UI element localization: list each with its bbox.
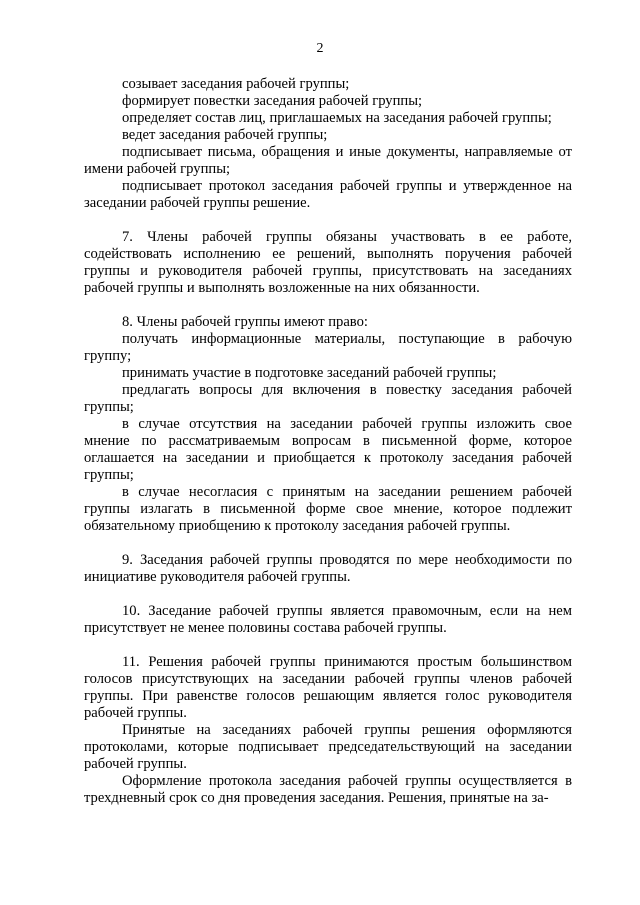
paragraph: предлагать вопросы для включения в повестку заседания рабочей группы; [84, 382, 572, 415]
paragraph: в случае несогласия с принятым на заседании решением рабочей группы излагать в письменной форме свое мнение, которое подлежит обязательному приобщению к протоколу заседания рабочей группы. [84, 484, 572, 534]
paragraph: созывает заседания рабочей группы; [122, 76, 350, 92]
paragraph: подписывает протокол заседания рабочей группы и утвержденное на заседании рабочей группы решение. [84, 178, 572, 211]
paragraph: в случае отсутствия на заседании рабочей группы изложить свое мнение по рассматриваемым вопросам в письменной форме, которое оглашается на заседании и приобщается к протоколу заседания рабочей группы; [84, 416, 572, 483]
paragraph: 9. Заседания рабочей группы проводятся по мере необходимости по инициативе руководителя рабочей группы. [84, 552, 572, 585]
document-body [84, 76, 572, 807]
paragraph: получать информационные материалы, поступающие в рабочую группу; [84, 331, 572, 364]
paragraph: 8. Члены рабочей группы имеют право: [122, 314, 368, 330]
paragraph: 11. Решения рабочей группы принимаются простым большинством голосов присутствующих на заседании рабочей группы членов рабочей группы. При равенстве голосов решающим является голос руководителя рабочей группы. [84, 654, 572, 721]
paragraph: подписывает письма, обращения и иные документы, направляемые от имени рабочей группы; [84, 144, 572, 177]
paragraph: Принятые на заседаниях рабочей группы решения оформляются протоколами, которые подписывает председательствующий на заседании рабочей группы. [84, 722, 572, 772]
paragraph: определяет состав лиц, приглашаемых на заседания рабочей группы; [122, 110, 552, 126]
paragraph: 10. Заседание рабочей группы является правомочным, если на нем присутствует не менее половины состава рабочей группы. [84, 603, 572, 636]
paragraph: 7. Члены рабочей группы обязаны участвовать в ее работе, содействовать исполнению ее решений, выполнять поручения рабочей группы и руководителя рабочей группы, присутствовать на заседаниях рабочей группы и выполнять возложенные на них обязанности. [84, 229, 572, 296]
page-number: 2 [316, 41, 324, 56]
paragraph: принимать участие в подготовке заседаний рабочей группы; [122, 365, 497, 381]
paragraph: ведет заседания рабочей группы; [122, 127, 328, 143]
paragraph: Оформление протокола заседания рабочей группы осуществляется в трехдневный срок со дня проведения заседания. Решения, принятые на за- [84, 773, 572, 806]
paragraph: формирует повестки заседания рабочей группы; [122, 93, 423, 109]
